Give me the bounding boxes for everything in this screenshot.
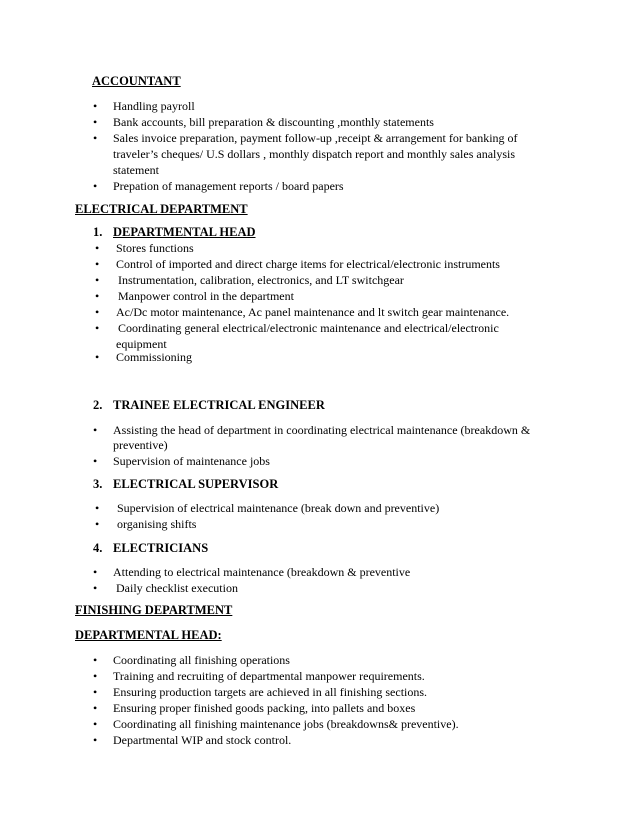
list-item: Supervision of electrical maintenance (break down and preventive) — [117, 501, 440, 515]
list-item: Assisting the head of department in coordinating electrical maintenance (breakdown & — [113, 423, 531, 437]
bullet: • — [95, 289, 100, 303]
list-item-continuation: preventive) — [113, 438, 168, 452]
list-item: Prepation of management reports / board papers — [113, 179, 344, 193]
list-item: Control of imported and direct charge items for electrical/electronic instruments — [116, 257, 500, 271]
list-item: Stores functions — [116, 241, 194, 255]
section-number: 4. — [93, 541, 103, 555]
section-number: 2. — [93, 398, 103, 412]
list-item-continuation: traveler’s cheques/ U.S dollars , monthly dispatch report and monthly sales analysis — [113, 147, 516, 161]
list-item: Bank accounts, bill preparation & discounting ,monthly statements — [113, 115, 434, 129]
list-item: Handling payroll — [113, 99, 195, 113]
bullet: • — [93, 701, 98, 715]
bullet: • — [95, 257, 100, 271]
list-item-continuation: statement — [113, 163, 159, 177]
bullet: • — [95, 321, 100, 335]
list-item: Attending to electrical maintenance (breakdown & preventive — [113, 565, 411, 579]
section-number: 1. — [93, 225, 103, 239]
bullet: • — [93, 581, 98, 595]
list-item: Coordinating general electrical/electronic maintenance and electrical/electronic — [118, 321, 499, 335]
list-item: Coordinating all finishing maintenance jobs (breakdowns& preventive). — [113, 717, 459, 731]
finishing-departmental-head-heading: DEPARTMENTAL HEAD: — [75, 628, 222, 642]
list-item: Training and recruiting of departmental manpower requirements. — [113, 669, 425, 683]
electrical-supervisor-heading: ELECTRICAL SUPERVISOR — [113, 477, 279, 491]
bullet: • — [95, 241, 100, 255]
list-item: Ensuring production targets are achieved in all finishing sections. — [113, 685, 428, 699]
bullet: • — [93, 653, 98, 667]
bullet: • — [95, 305, 100, 319]
electrical-department-heading: ELECTRICAL DEPARTMENT — [75, 202, 248, 216]
trainee-electrical-engineer-heading: TRAINEE ELECTRICAL ENGINEER — [113, 398, 325, 412]
section-number: 3. — [93, 477, 103, 491]
list-item: Sales invoice preparation, payment follow-up ,receipt & arrangement for banking of — [113, 131, 518, 145]
bullet: • — [93, 115, 98, 129]
bullet: • — [93, 423, 98, 437]
list-item: Ac/Dc motor maintenance, Ac panel maintenance and lt switch gear maintenance. — [116, 305, 510, 319]
bullet: • — [93, 685, 98, 699]
list-item: Instrumentation, calibration, electronics, and LT switchgear — [118, 273, 404, 287]
accountant-heading: ACCOUNTANT — [92, 74, 181, 88]
bullet: • — [93, 179, 98, 193]
bullet: • — [93, 717, 98, 731]
list-item: Ensuring proper finished goods packing, into pallets and boxes — [113, 701, 416, 715]
list-item: organising shifts — [117, 517, 197, 531]
list-item: Departmental WIP and stock control. — [113, 733, 292, 747]
bullet: • — [93, 669, 98, 683]
list-item: Supervision of maintenance jobs — [113, 454, 270, 468]
bullet: • — [95, 273, 100, 287]
bullet: • — [95, 517, 100, 531]
bullet: • — [93, 733, 98, 747]
bullet: • — [95, 501, 100, 515]
bullet: • — [95, 350, 100, 364]
electrical-departmental-head-heading: DEPARTMENTAL HEAD — [113, 225, 256, 239]
bullet: • — [93, 454, 98, 468]
bullet: • — [93, 99, 98, 113]
list-item: Coordinating all finishing operations — [113, 653, 290, 667]
electricians-heading: ELECTRICIANS — [113, 541, 209, 555]
list-item: Daily checklist execution — [116, 581, 238, 595]
bullet: • — [93, 565, 98, 579]
list-item: Commissioning — [116, 350, 193, 364]
list-item-continuation: equipment — [116, 337, 167, 351]
list-item: Manpower control in the department — [118, 289, 294, 303]
bullet: • — [93, 131, 98, 145]
finishing-department-heading: FINISHING DEPARTMENT — [75, 603, 233, 617]
